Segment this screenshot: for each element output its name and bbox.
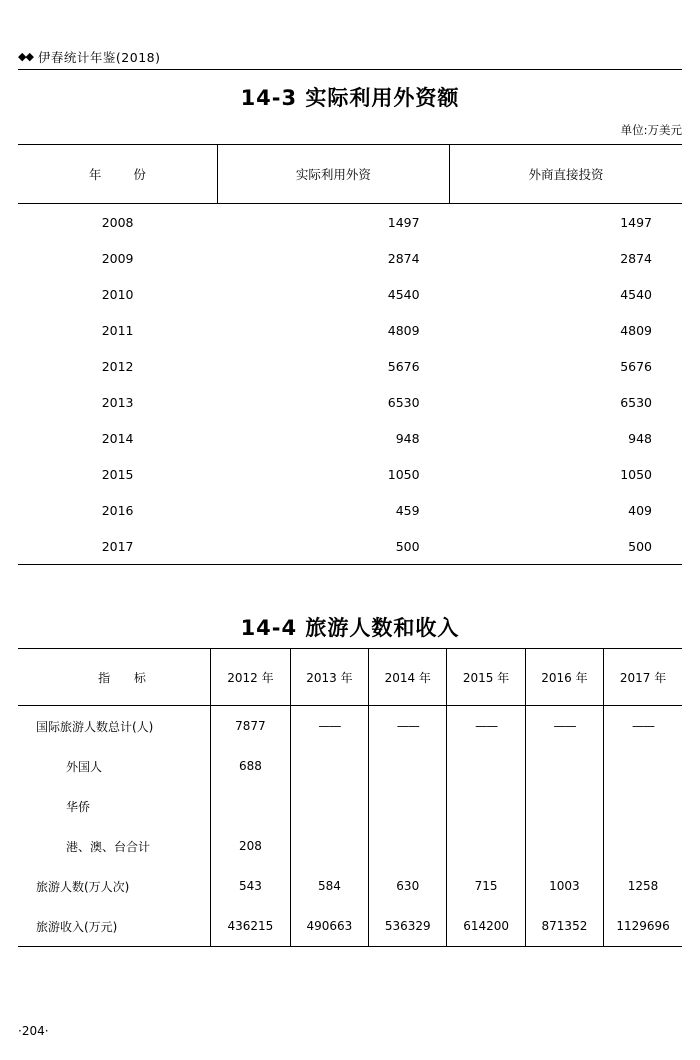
running-header-title: 伊春统计年鉴(2018) — [37, 50, 161, 65]
table-14-3-col-direct-fdi: 外商直接投资 — [450, 145, 682, 204]
cell-2012: 208 — [211, 826, 291, 866]
table-row — [18, 866, 682, 906]
cell-2013: 490663 — [290, 906, 368, 947]
cell-direct-fdi: 6530 — [620, 394, 652, 410]
cell-2014 — [369, 826, 447, 866]
table-14-4-col-2013: 2013 年 — [290, 649, 368, 706]
cell-direct-fdi: 4809 — [620, 322, 652, 338]
cell-2017 — [604, 746, 682, 786]
table-14-4 — [18, 648, 682, 947]
cell-direct-fdi: 1050 — [620, 466, 652, 482]
table-row — [18, 204, 682, 241]
table-14-3-col-year: 年 份 — [18, 145, 217, 204]
cell-2013 — [290, 826, 368, 866]
cell-direct-fdi: 2874 — [620, 250, 652, 266]
cell-2014 — [369, 746, 447, 786]
cell-2016: 1003 — [525, 866, 603, 906]
diamond-ornament-icon: ◆◆ — [18, 50, 33, 63]
cell-2017 — [604, 786, 682, 826]
cell-indicator: 华侨 — [18, 786, 211, 826]
cell-2016: —— — [525, 706, 603, 747]
cell-year: 2012 — [101, 358, 134, 374]
header-divider — [18, 69, 682, 70]
table-row — [18, 348, 682, 384]
table-14-3 — [18, 144, 682, 565]
table-row — [18, 826, 682, 866]
table-14-4-col-2016: 2016 年 — [525, 649, 603, 706]
cell-year: 2014 — [101, 430, 134, 446]
cell-2012 — [211, 786, 291, 826]
table-row — [18, 312, 682, 348]
cell-indicator: 港、澳、台合计 — [18, 826, 211, 866]
cell-year: 2015 — [101, 466, 134, 482]
page-number: ·204· — [18, 1024, 49, 1038]
cell-actual-fdi: 500 — [217, 528, 449, 565]
table-row — [18, 528, 682, 565]
cell-2015: —— — [447, 706, 525, 747]
table-row — [18, 384, 682, 420]
cell-2012: 436215 — [211, 906, 291, 947]
table-row — [18, 276, 682, 312]
table-14-4-col-2015: 2015 年 — [447, 649, 525, 706]
cell-2016 — [525, 786, 603, 826]
cell-2013 — [290, 746, 368, 786]
table-14-4-body — [18, 706, 682, 947]
cell-actual-fdi: 1497 — [387, 214, 420, 230]
table-14-3-title: 14-3 实际利用外资额 — [240, 86, 460, 110]
cell-2013: 584 — [290, 866, 368, 906]
cell-year: 2016 — [101, 502, 134, 518]
cell-2014: 630 — [369, 866, 447, 906]
cell-direct-fdi: 5676 — [620, 358, 652, 374]
cell-2015 — [447, 826, 525, 866]
cell-2015 — [447, 786, 525, 826]
table-row — [18, 240, 682, 276]
cell-actual-fdi: 948 — [395, 430, 420, 446]
cell-actual-fdi: 5676 — [387, 358, 420, 374]
cell-indicator: 旅游收入(万元) — [18, 906, 211, 947]
cell-direct-fdi: 1497 — [620, 214, 652, 230]
table-row — [18, 706, 682, 747]
cell-actual-fdi: 4540 — [387, 286, 420, 302]
table-14-4-col-2017: 2017 年 — [604, 649, 682, 706]
cell-indicator: 国际旅游人数总计(人) — [18, 706, 211, 747]
cell-2017 — [604, 826, 682, 866]
cell-2015: 715 — [447, 866, 525, 906]
cell-2016 — [525, 826, 603, 866]
cell-2015: 614200 — [447, 906, 525, 947]
cell-2012: 688 — [211, 746, 291, 786]
cell-actual-fdi: 459 — [395, 502, 420, 518]
table-row — [18, 786, 682, 826]
cell-year: 2010 — [101, 286, 134, 302]
table-14-4-title: 14-4 旅游人数和收入 — [240, 616, 460, 640]
cell-year: 2009 — [101, 250, 134, 266]
table-row — [18, 456, 682, 492]
table-14-4-col-2012: 2012 年 — [211, 649, 291, 706]
table-14-4-col-indicator: 指 标 — [18, 649, 211, 706]
cell-direct-fdi: 500 — [450, 528, 682, 565]
cell-actual-fdi: 1050 — [387, 466, 420, 482]
table-row — [18, 906, 682, 947]
cell-2014: —— — [369, 706, 447, 747]
cell-direct-fdi: 409 — [628, 502, 652, 518]
cell-2017: —— — [632, 719, 655, 733]
cell-2016 — [525, 746, 603, 786]
cell-2017: 1129696 — [604, 906, 682, 947]
cell-indicator: 外国人 — [18, 746, 211, 786]
section-14-3 — [18, 82, 682, 565]
cell-2012: 7877 — [211, 706, 291, 747]
table-14-3-body — [18, 204, 682, 565]
table-14-3-unit: 单位:万美元 — [620, 123, 682, 137]
cell-actual-fdi: 4809 — [387, 322, 420, 338]
cell-actual-fdi: 6530 — [387, 394, 420, 410]
table-14-3-col-actual-fdi: 实际利用外资 — [217, 145, 449, 204]
cell-2014: 536329 — [369, 906, 447, 947]
cell-2014 — [369, 786, 447, 826]
cell-2016: 871352 — [525, 906, 603, 947]
running-header — [18, 48, 682, 70]
cell-2015 — [447, 746, 525, 786]
cell-2013: —— — [290, 706, 368, 747]
cell-direct-fdi: 4540 — [620, 286, 652, 302]
cell-year: 2013 — [101, 394, 134, 410]
cell-indicator: 旅游人数(万人次) — [18, 866, 211, 906]
table-14-4-col-2014: 2014 年 — [369, 649, 447, 706]
cell-year: 2008 — [101, 214, 134, 230]
cell-2012: 543 — [211, 866, 291, 906]
table-row — [18, 492, 682, 528]
cell-direct-fdi: 948 — [628, 430, 652, 446]
cell-year: 2017 — [18, 528, 217, 565]
cell-year: 2011 — [101, 322, 134, 338]
section-14-4 — [18, 612, 682, 947]
cell-actual-fdi: 2874 — [387, 250, 420, 266]
cell-2013 — [290, 786, 368, 826]
cell-2017: 1258 — [627, 879, 659, 893]
table-row — [18, 420, 682, 456]
table-row — [18, 746, 682, 786]
